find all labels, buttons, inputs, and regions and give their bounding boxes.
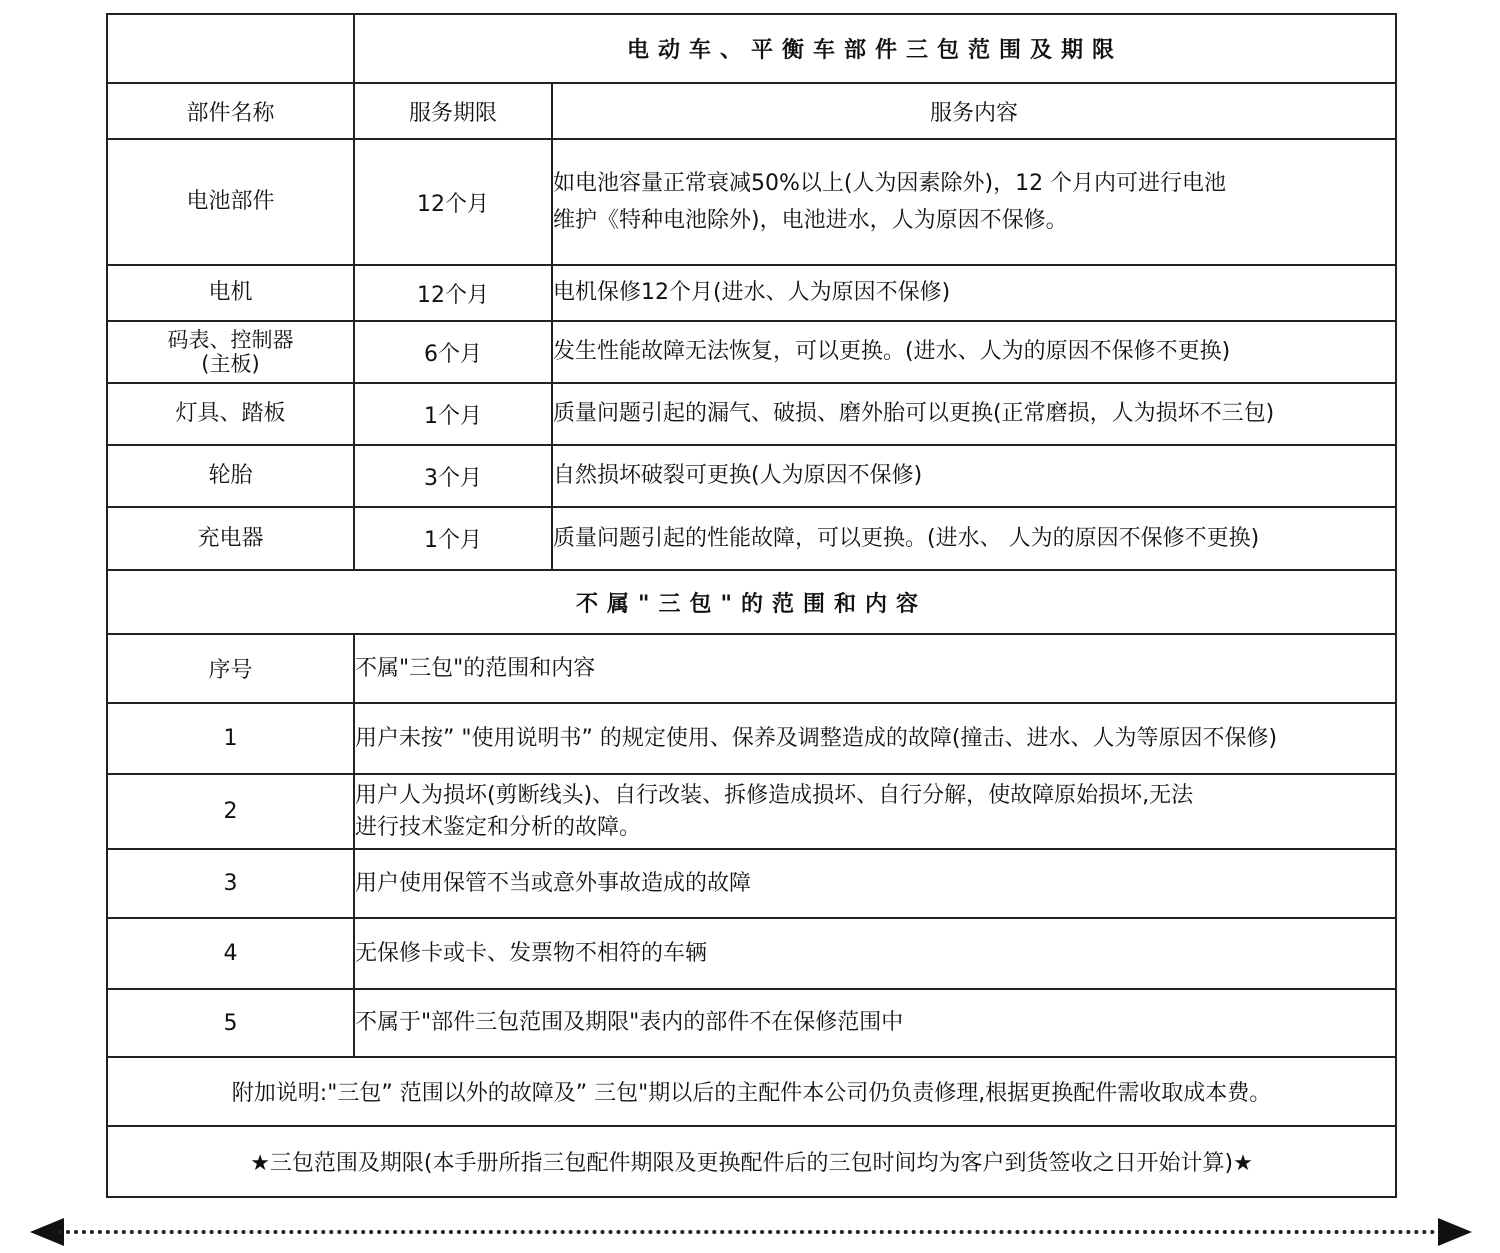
part-name (107, 321, 354, 383)
part-name: 灯具、踏板 (107, 383, 354, 445)
note-row (107, 1057, 1396, 1126)
header-exclusion-content: 不属"三包"的范围和内容 (354, 634, 1396, 703)
additional-note: 附加说明:"三包” 范围以外的故障及” 三包"期以后的主配件本公司仍负责修理,根据更换配件需收取成本费。 (107, 1057, 1396, 1126)
service-term: 12个月 (354, 139, 552, 265)
service-term: 12个月 (354, 265, 552, 321)
table-row (107, 507, 1396, 570)
content-line: 用户人为损坏(剪断线头)、自行改装、拆修造成损坏、自行分解，使故障原始损坏,无法 (355, 782, 1194, 808)
service-term: 3个月 (354, 445, 552, 507)
header-service-term: 服务期限 (354, 83, 552, 139)
row-number: 5 (107, 989, 354, 1057)
service-content: 质量问题引起的性能故障，可以更换。(进水、 人为的原因不保修不更换) (552, 507, 1396, 570)
part-name: 充电器 (107, 507, 354, 570)
part-name: 电机 (107, 265, 354, 321)
service-content: 自然损坏破裂可更换(人为原因不保修) (552, 445, 1396, 507)
exclusion-content: 无保修卡或卡、发票物不相符的车辆 (354, 918, 1396, 989)
table-row (107, 139, 1396, 265)
footer-note: ★三包范围及期限(本手册所指三包配件期限及更换配件后的三包时间均为客户到货签收之日开始计算)★ (107, 1126, 1396, 1197)
service-content: 发生性能故障无法恢复，可以更换。(进水、人为的原因不保修不更换) (552, 321, 1396, 383)
exclusion-content: 不属于"部件三包范围及期限"表内的部件不在保修范围中 (354, 989, 1396, 1057)
row-number: 3 (107, 849, 354, 918)
exclusion-content: 用户使用保管不当或意外事故造成的故障 (354, 849, 1396, 918)
row-number: 4 (107, 918, 354, 989)
part-name: 电池部件 (107, 139, 354, 265)
content-line: 进行技术鉴定和分析的故障。 (355, 814, 642, 840)
service-term: 1个月 (354, 383, 552, 445)
content-line: 维护《特种电池除外)，电池进水，人为原因不保修。 (553, 208, 1068, 233)
footer-row (107, 1126, 1396, 1197)
row-number: 2 (107, 774, 354, 849)
service-content (552, 139, 1396, 265)
service-term: 6个月 (354, 321, 552, 383)
exclusion-content: 用户未按” "使用说明书” 的规定使用、保养及调整造成的故障(撞击、进水、人为等原因不保修) (354, 703, 1396, 774)
part-name: 轮胎 (107, 445, 354, 507)
dotted-line (58, 1230, 1444, 1234)
table-row (107, 989, 1396, 1057)
table2-header-row (107, 634, 1396, 703)
header-part-name: 部件名称 (107, 83, 354, 139)
table-row (107, 445, 1396, 507)
exclusion-content (354, 774, 1396, 849)
table2-title-row (107, 570, 1396, 634)
table-row (107, 265, 1396, 321)
table-row (107, 383, 1396, 445)
service-content: 电机保修12个月(进水、人为原因不保修) (552, 265, 1396, 321)
double-arrow (30, 1218, 1472, 1246)
title-corner-cell (107, 14, 354, 83)
content-line: 如电池容量正常衰减50%以上(人为因素除外)，12 个月内可进行电池 (553, 170, 1227, 196)
table-row (107, 703, 1396, 774)
service-term: 1个月 (354, 507, 552, 570)
service-content: 质量问题引起的漏气、破损、磨外胎可以更换(正常磨损，人为损坏不三包) (552, 383, 1396, 445)
part-name-line: 码表、控制器 (167, 327, 294, 352)
table-row (107, 918, 1396, 989)
table2-title: 不属"三包"的范围和内容 (107, 570, 1396, 634)
arrow-right-icon (1438, 1218, 1472, 1246)
header-service-content: 服务内容 (552, 83, 1396, 139)
table1-header-row (107, 83, 1396, 139)
warranty-table (106, 13, 1397, 1198)
part-name-line: (主板) (201, 352, 260, 376)
table1-title: 电动车、平衡车部件三包范围及期限 (354, 14, 1396, 83)
table-row (107, 321, 1396, 383)
row-number: 1 (107, 703, 354, 774)
table1-title-row (107, 14, 1396, 83)
table-row (107, 774, 1396, 849)
header-number: 序号 (107, 634, 354, 703)
table-row (107, 849, 1396, 918)
